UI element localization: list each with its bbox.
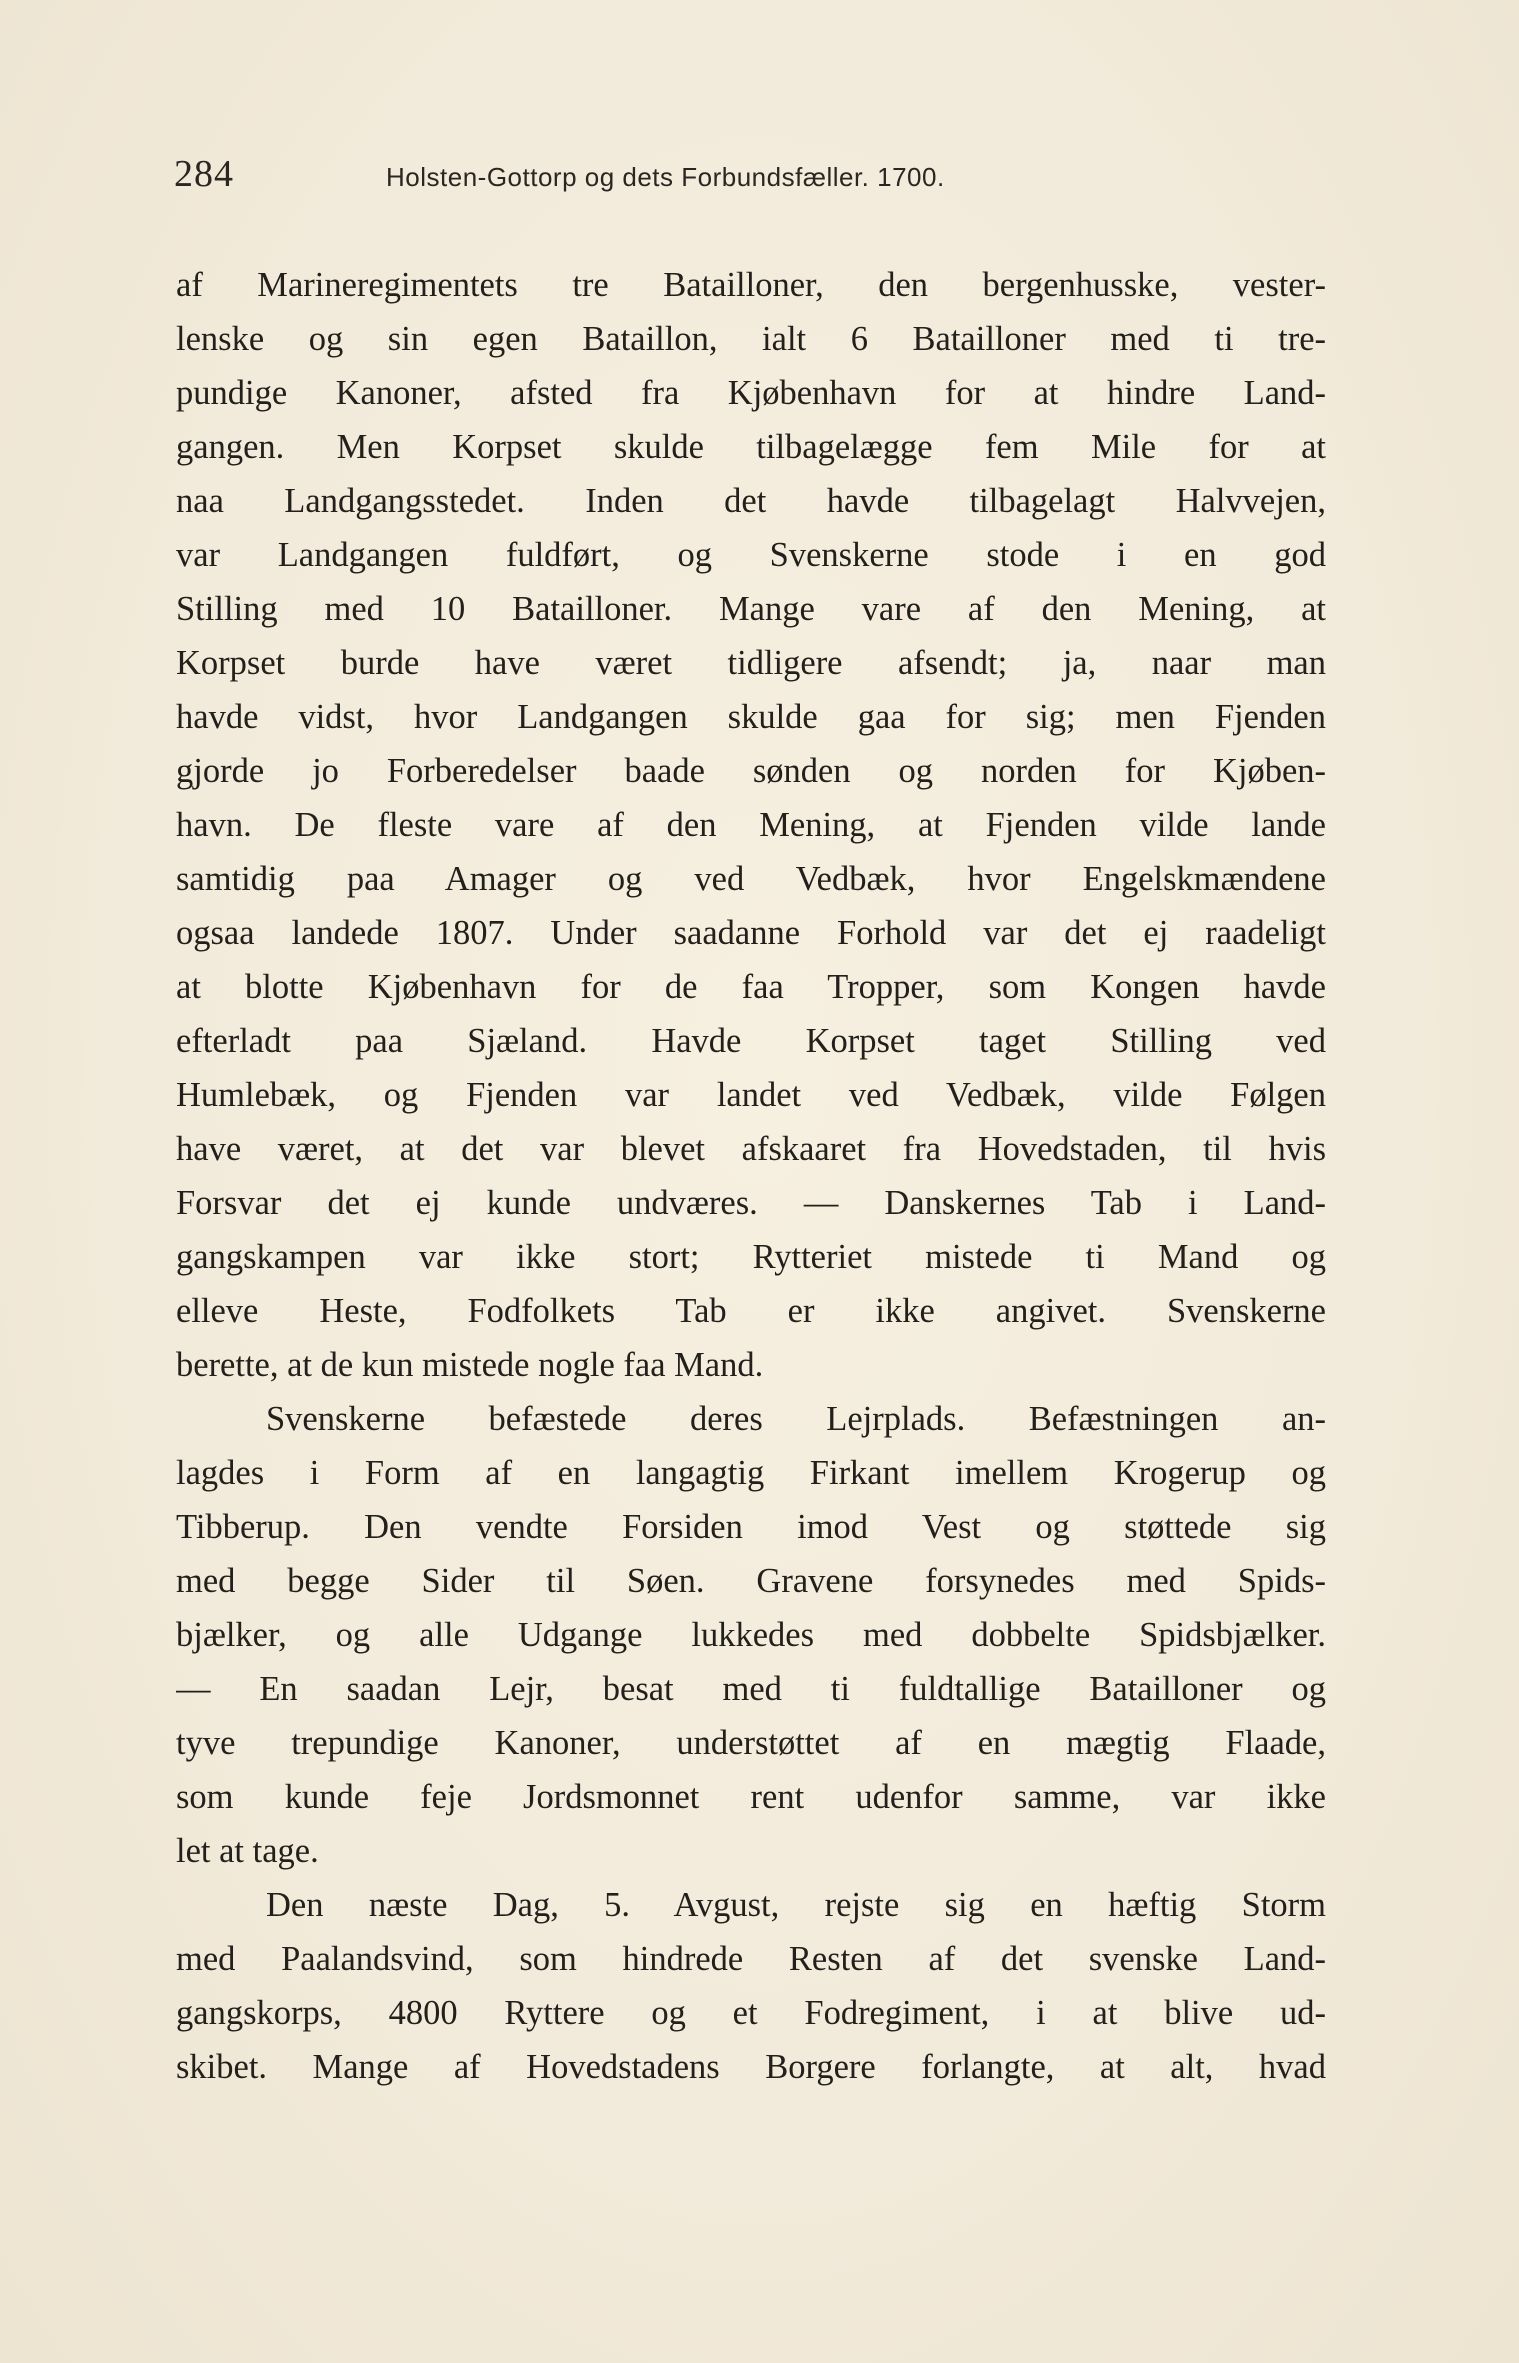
running-head: Holsten-Gottorp og dets Forbundsfæller. 1700. <box>386 162 945 192</box>
text-line: let at tage. <box>176 1832 319 1870</box>
text-line: lagdes i Form af en langagtig Firkant imellem Krogerup og <box>176 1454 1326 1492</box>
text-line: gangskorps, 4800 Ryttere og et Fodregiment, i at blive ud- <box>176 1994 1326 2032</box>
paragraph <box>176 258 1326 1392</box>
text-line: gjorde jo Forberedelser baade sønden og norden for Kjøben- <box>176 752 1326 790</box>
text-line: gangen. Men Korpset skulde tilbagelægge fem Mile for at <box>176 428 1326 466</box>
text-line: gangskampen var ikke stort; Rytteriet mistede ti Mand og <box>176 1238 1326 1276</box>
text-line: bjælker, og alle Udgange lukkedes med dobbelte Spidsbjælker. <box>176 1616 1326 1654</box>
text-line: Stilling med 10 Batailloner. Mange vare af den Mening, at <box>176 590 1326 628</box>
text-line: af Marineregimentets tre Batailloner, den bergenhusske, vester- <box>176 266 1326 304</box>
text-line: naa Landgangsstedet. Inden det havde tilbagelagt Halvvejen, <box>176 482 1326 520</box>
text-line: Den næste Dag, 5. Avgust, rejste sig en hæftig Storm <box>266 1886 1326 1924</box>
text-line: samtidig paa Amager og ved Vedbæk, hvor Engelskmændene <box>176 860 1326 898</box>
text-line: med Paalandsvind, som hindrede Resten af det svenske Land- <box>176 1940 1326 1978</box>
text-line: efterladt paa Sjæland. Havde Korpset taget Stilling ved <box>176 1022 1326 1060</box>
text-line: Tibberup. Den vendte Forsiden imod Vest og støttede sig <box>176 1508 1326 1546</box>
text-line: som kunde feje Jordsmonnet rent udenfor samme, var ikke <box>176 1778 1326 1816</box>
page-header <box>174 152 1334 202</box>
text-line: Korpset burde have været tidligere afsendt; ja, naar man <box>176 644 1326 682</box>
paragraph <box>176 1878 1326 2094</box>
text-line: Svenskerne befæstede deres Lejrplads. Befæstningen an- <box>266 1400 1326 1438</box>
text-line: havde vidst, hvor Landgangen skulde gaa for sig; men Fjenden <box>176 698 1326 736</box>
text-line: at blotte Kjøbenhavn for de faa Tropper, som Kongen havde <box>176 968 1326 1006</box>
text-line: var Landgangen fuldført, og Svenskerne stode i en god <box>176 536 1326 574</box>
page-number: 284 <box>174 153 234 195</box>
text-line: lenske og sin egen Bataillon, ialt 6 Batailloner med ti tre- <box>176 320 1326 358</box>
text-line: tyve trepundige Kanoner, understøttet af en mægtig Flaade, <box>176 1724 1326 1762</box>
text-line: Forsvar det ej kunde undværes. — Danskernes Tab i Land- <box>176 1184 1326 1222</box>
text-line: berette, at de kun mistede nogle faa Mand. <box>176 1346 764 1384</box>
paragraph <box>176 1392 1326 1878</box>
text-line: Humlebæk, og Fjenden var landet ved Vedbæk, vilde Følgen <box>176 1076 1326 1114</box>
body-text <box>176 258 1326 2094</box>
text-line: have været, at det var blevet afskaaret fra Hovedstaden, til hvis <box>176 1130 1326 1168</box>
text-line: — En saadan Lejr, besat med ti fuldtallige Batailloner og <box>176 1670 1326 1708</box>
text-line: ogsaa landede 1807. Under saadanne Forhold var det ej raadeligt <box>176 914 1326 952</box>
text-line: skibet. Mange af Hovedstadens Borgere forlangte, at alt, hvad <box>176 2048 1326 2086</box>
text-line: havn. De fleste vare af den Mening, at Fjenden vilde lande <box>176 806 1326 844</box>
text-line: pundige Kanoner, afsted fra Kjøbenhavn for at hindre Land- <box>176 374 1326 412</box>
text-line: elleve Heste, Fodfolkets Tab er ikke angivet. Svenskerne <box>176 1292 1326 1330</box>
text-line: med begge Sider til Søen. Gravene forsynedes med Spids- <box>176 1562 1326 1600</box>
